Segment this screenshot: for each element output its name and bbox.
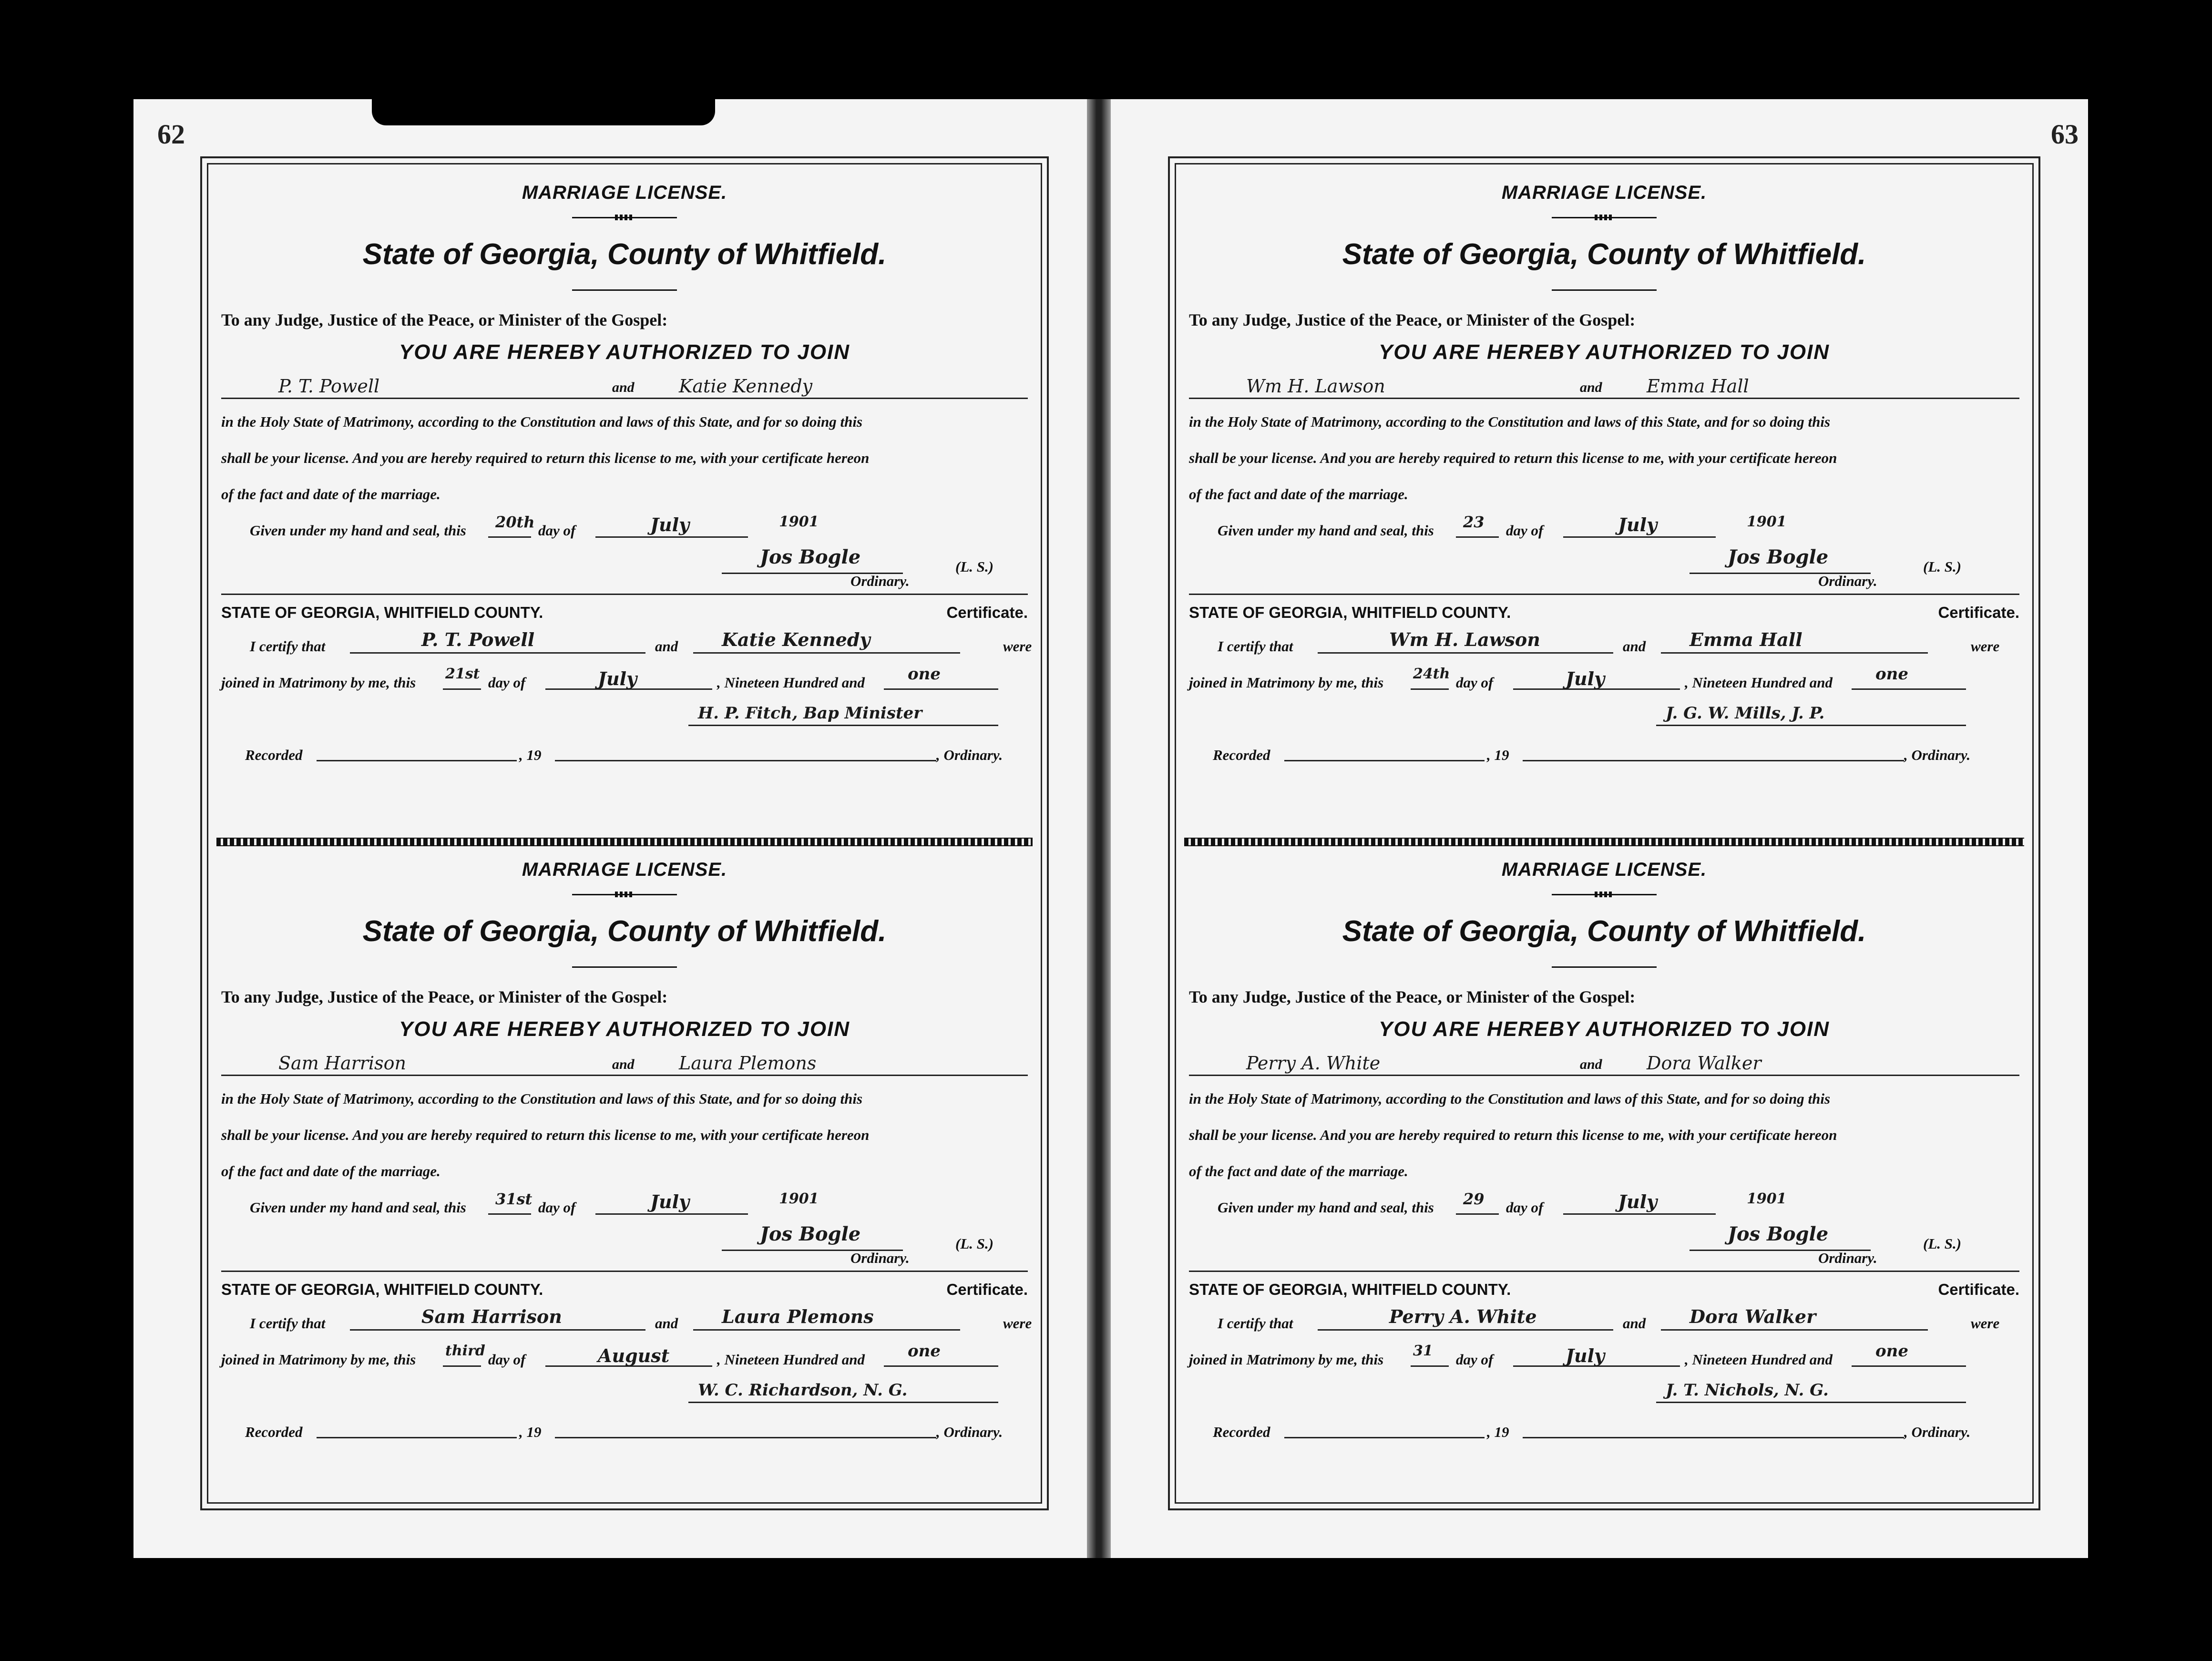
were-label: were (1003, 638, 1032, 655)
names-line (221, 369, 1028, 399)
divider (572, 966, 677, 968)
license-year: 1901 (1747, 513, 1787, 530)
day-of-label: day of (538, 522, 576, 539)
body-line: shall be your license. And you are hereby required to return this license to me, with your certificate hereon (1189, 450, 1837, 466)
year-word: one (908, 665, 941, 684)
divider (1552, 217, 1657, 218)
divider (572, 894, 677, 895)
cert-bride: Dora Walker (1690, 1306, 1816, 1327)
license-heading: MARRIAGE LICENSE. (1501, 182, 1707, 203)
left-frame (200, 156, 1049, 1510)
ordinary-end: , Ordinary. (936, 1424, 1003, 1440)
names-line (1189, 369, 2019, 399)
page-number-right: 63 (2051, 119, 2079, 150)
record-separator (216, 838, 1033, 846)
license-body (221, 404, 1028, 589)
address-line: To any Judge, Justice of the Peace, or Minister of the Gospel: (1189, 310, 1636, 329)
and-label: and (1580, 1056, 1602, 1072)
day-of-label: day of (1456, 674, 1494, 691)
cert-bride: Laura Plemons (722, 1306, 874, 1327)
year-word: one (1875, 1342, 1909, 1361)
divider (572, 217, 677, 218)
marriage-month: July (1566, 668, 1605, 689)
groom-name: Wm H. Lawson (1246, 376, 1385, 397)
recorded-label: Recorded (245, 747, 303, 763)
license-year: 1901 (779, 1190, 819, 1207)
license-heading: MARRIAGE LICENSE. (522, 859, 727, 880)
left-page (133, 99, 1087, 1558)
officiant-signature: W. C. Richardson, N. G. (698, 1381, 908, 1400)
body-line: of the fact and date of the marriage. (221, 486, 440, 502)
day-of-label: day of (538, 1199, 576, 1216)
certificate-header (1189, 594, 2019, 624)
book-gutter (1087, 99, 1111, 1558)
and-label: and (612, 379, 635, 395)
state-title: State of Georgia, County of Whitfield. (1342, 915, 1866, 948)
were-label: were (1971, 638, 2000, 655)
and-label: and (1580, 379, 1602, 395)
given-label: Given under my hand and seal, this (1218, 1199, 1434, 1216)
address-line: To any Judge, Justice of the Peace, or Minister of the Gospel: (221, 987, 668, 1006)
certificate-label: Certificate. (946, 604, 1028, 621)
body-line: of the fact and date of the marriage. (221, 1163, 440, 1179)
state-title: State of Georgia, County of Whitfield. (362, 238, 887, 271)
ordinary-label: Ordinary. (1818, 573, 1877, 589)
nineteen-label: , Nineteen Hundred and (1685, 1351, 1833, 1368)
divider (1552, 966, 1657, 968)
license-record (1189, 854, 2019, 1517)
marriage-month: July (1566, 1345, 1605, 1366)
marriage-day: 31 (1413, 1343, 1433, 1359)
year-word: one (908, 1342, 941, 1361)
body-line: of the fact and date of the marriage. (1189, 1163, 1408, 1179)
page-number-left: 62 (157, 119, 185, 150)
certificate-header (221, 1271, 1028, 1301)
ordinary-signature: Jos Bogle (1728, 1223, 1829, 1245)
recorded-label: Recorded (245, 1424, 303, 1440)
body-line: shall be your license. And you are hereby required to return this license to me, with your certificate hereon (221, 450, 870, 466)
body-line: shall be your license. And you are hereby required to return this license to me, with your certificate hereon (1189, 1127, 1837, 1143)
state-title: State of Georgia, County of Whitfield. (362, 915, 887, 948)
nineteen-short: , 19 (1487, 747, 1509, 763)
right-page (1111, 99, 2088, 1558)
and-label: and (1623, 1315, 1646, 1332)
record-separator (1184, 838, 2024, 846)
year-word: one (1875, 665, 1909, 684)
officiant-signature: J. G. W. Mills, J. P. (1666, 704, 1825, 723)
cert-groom: Perry A. White (1389, 1306, 1537, 1327)
and-label: and (655, 638, 678, 655)
binding-tab (372, 99, 715, 125)
divider (1552, 894, 1657, 895)
license-month: July (650, 1191, 690, 1212)
bride-name: Laura Plemons (679, 1053, 817, 1074)
cert-bride: Emma Hall (1690, 629, 1802, 650)
cert-bride: Katie Kennedy (722, 629, 870, 650)
day-of-label: day of (1506, 1199, 1544, 1216)
ordinary-signature: Jos Bogle (760, 546, 861, 568)
ordinary-label: Ordinary. (850, 1250, 910, 1266)
were-label: were (1971, 1315, 2000, 1332)
joined-label: joined in Matrimony by me, this (1189, 1351, 1384, 1368)
cert-groom: Sam Harrison (421, 1306, 562, 1327)
officiant-signature: H. P. Fitch, Bap Minister (698, 704, 922, 723)
nineteen-short: , 19 (1487, 1424, 1509, 1440)
and-label: and (612, 1056, 635, 1072)
license-day: 23 (1463, 513, 1485, 531)
license-day: 31st (495, 1190, 533, 1208)
cert-groom: P. T. Powell (421, 629, 535, 650)
license-day: 20th (495, 513, 535, 531)
day-of-label: day of (1456, 1351, 1494, 1368)
ordinary-label: Ordinary. (850, 573, 910, 589)
authorized-line: YOU ARE HEREBY AUTHORIZED TO JOIN (1378, 1017, 1830, 1041)
license-year: 1901 (779, 513, 819, 530)
ls-label: (L. S.) (1923, 558, 1962, 575)
certificate-label: Certificate. (946, 1281, 1028, 1298)
right-frame (1168, 156, 2040, 1510)
were-label: were (1003, 1315, 1032, 1332)
and-label: and (1623, 638, 1646, 655)
certify-label: I certify that (1218, 1315, 1293, 1332)
certificate-body (1189, 628, 2019, 773)
certificate-heading: STATE OF GEORGIA, WHITFIELD COUNTY. (1189, 604, 1511, 621)
body-line: shall be your license. And you are hereby required to return this license to me, with your certificate hereon (221, 1127, 870, 1143)
marriage-day: third (445, 1343, 485, 1359)
license-month: July (1618, 514, 1658, 535)
cert-groom: Wm H. Lawson (1389, 629, 1540, 650)
body-line: of the fact and date of the marriage. (1189, 486, 1408, 502)
marriage-day: 24th (1413, 666, 1450, 682)
divider (1552, 289, 1657, 291)
ordinary-signature: Jos Bogle (760, 1223, 861, 1245)
ordinary-label: Ordinary. (1818, 1250, 1877, 1266)
certificate-heading: STATE OF GEORGIA, WHITFIELD COUNTY. (1189, 1281, 1511, 1298)
certificate-body (1189, 1305, 2019, 1450)
license-year: 1901 (1747, 1190, 1787, 1207)
certificate-header (221, 594, 1028, 624)
joined-label: joined in Matrimony by me, this (221, 674, 416, 691)
certify-label: I certify that (250, 1315, 326, 1332)
body-line: in the Holy State of Matrimony, according to the Constitution and laws of this State, and for so doing this (1189, 413, 1831, 430)
ls-label: (L. S.) (955, 558, 994, 575)
names-line (221, 1046, 1028, 1076)
nineteen-label: , Nineteen Hundred and (717, 674, 865, 691)
license-heading: MARRIAGE LICENSE. (1501, 859, 1707, 880)
given-label: Given under my hand and seal, this (250, 522, 466, 539)
divider (572, 289, 677, 291)
body-line: in the Holy State of Matrimony, according to the Constitution and laws of this State, and for so doing this (221, 1090, 863, 1107)
joined-label: joined in Matrimony by me, this (1189, 674, 1384, 691)
certificate-label: Certificate. (1938, 604, 2019, 621)
address-line: To any Judge, Justice of the Peace, or Minister of the Gospel: (221, 310, 668, 329)
given-label: Given under my hand and seal, this (1218, 522, 1434, 539)
license-heading: MARRIAGE LICENSE. (522, 182, 727, 203)
license-record (221, 854, 1032, 1517)
ordinary-end: , Ordinary. (1904, 1424, 1971, 1440)
day-of-label: day of (488, 1351, 526, 1368)
certificate-header (1189, 1271, 2019, 1301)
address-line: To any Judge, Justice of the Peace, or Minister of the Gospel: (1189, 987, 1636, 1006)
recorded-label: Recorded (1213, 1424, 1270, 1440)
authorized-line: YOU ARE HEREBY AUTHORIZED TO JOIN (399, 340, 850, 364)
certificate-heading: STATE OF GEORGIA, WHITFIELD COUNTY. (221, 1281, 543, 1298)
license-body (1189, 1081, 2019, 1266)
ordinary-end: , Ordinary. (1904, 747, 1971, 763)
certify-label: I certify that (250, 638, 326, 655)
license-record (221, 177, 1032, 840)
marriage-month: August (598, 1345, 670, 1366)
marriage-day: 21st (445, 666, 480, 682)
license-body (1189, 404, 2019, 589)
license-body (221, 1081, 1028, 1266)
recorded-label: Recorded (1213, 747, 1270, 763)
body-line: in the Holy State of Matrimony, according to the Constitution and laws of this State, and for so doing this (1189, 1090, 1831, 1107)
bride-name: Katie Kennedy (679, 376, 813, 397)
ordinary-signature: Jos Bogle (1728, 546, 1829, 568)
ls-label: (L. S.) (1923, 1235, 1962, 1252)
authorized-line: YOU ARE HEREBY AUTHORIZED TO JOIN (1378, 340, 1830, 364)
license-month: July (1618, 1191, 1658, 1212)
bride-name: Emma Hall (1647, 376, 1749, 397)
ls-label: (L. S.) (955, 1235, 994, 1252)
nineteen-label: , Nineteen Hundred and (717, 1351, 865, 1368)
state-title: State of Georgia, County of Whitfield. (1342, 238, 1866, 271)
joined-label: joined in Matrimony by me, this (221, 1351, 416, 1368)
certificate-heading: STATE OF GEORGIA, WHITFIELD COUNTY. (221, 604, 543, 621)
day-of-label: day of (488, 674, 526, 691)
certificate-label: Certificate. (1938, 1281, 2019, 1298)
and-label: and (655, 1315, 678, 1332)
ordinary-end: , Ordinary. (936, 747, 1003, 763)
groom-name: Perry A. White (1246, 1053, 1381, 1074)
nineteen-short: , 19 (519, 1424, 542, 1440)
license-record (1189, 177, 2019, 840)
day-of-label: day of (1506, 522, 1544, 539)
certificate-body (221, 1305, 1032, 1450)
license-month: July (650, 514, 690, 535)
bride-name: Dora Walker (1647, 1053, 1761, 1074)
body-line: in the Holy State of Matrimony, according to the Constitution and laws of this State, and for so doing this (221, 413, 863, 430)
groom-name: P. T. Powell (278, 376, 380, 397)
given-label: Given under my hand and seal, this (250, 1199, 466, 1216)
certify-label: I certify that (1218, 638, 1293, 655)
nineteen-label: , Nineteen Hundred and (1685, 674, 1833, 691)
nineteen-short: , 19 (519, 747, 542, 763)
authorized-line: YOU ARE HEREBY AUTHORIZED TO JOIN (399, 1017, 850, 1041)
names-line (1189, 1046, 2019, 1076)
ledger-book (133, 99, 2088, 1558)
groom-name: Sam Harrison (278, 1053, 406, 1074)
certificate-body (221, 628, 1032, 773)
license-day: 29 (1463, 1190, 1485, 1208)
officiant-signature: J. T. Nichols, N. G. (1666, 1381, 1829, 1400)
marriage-month: July (598, 668, 637, 689)
